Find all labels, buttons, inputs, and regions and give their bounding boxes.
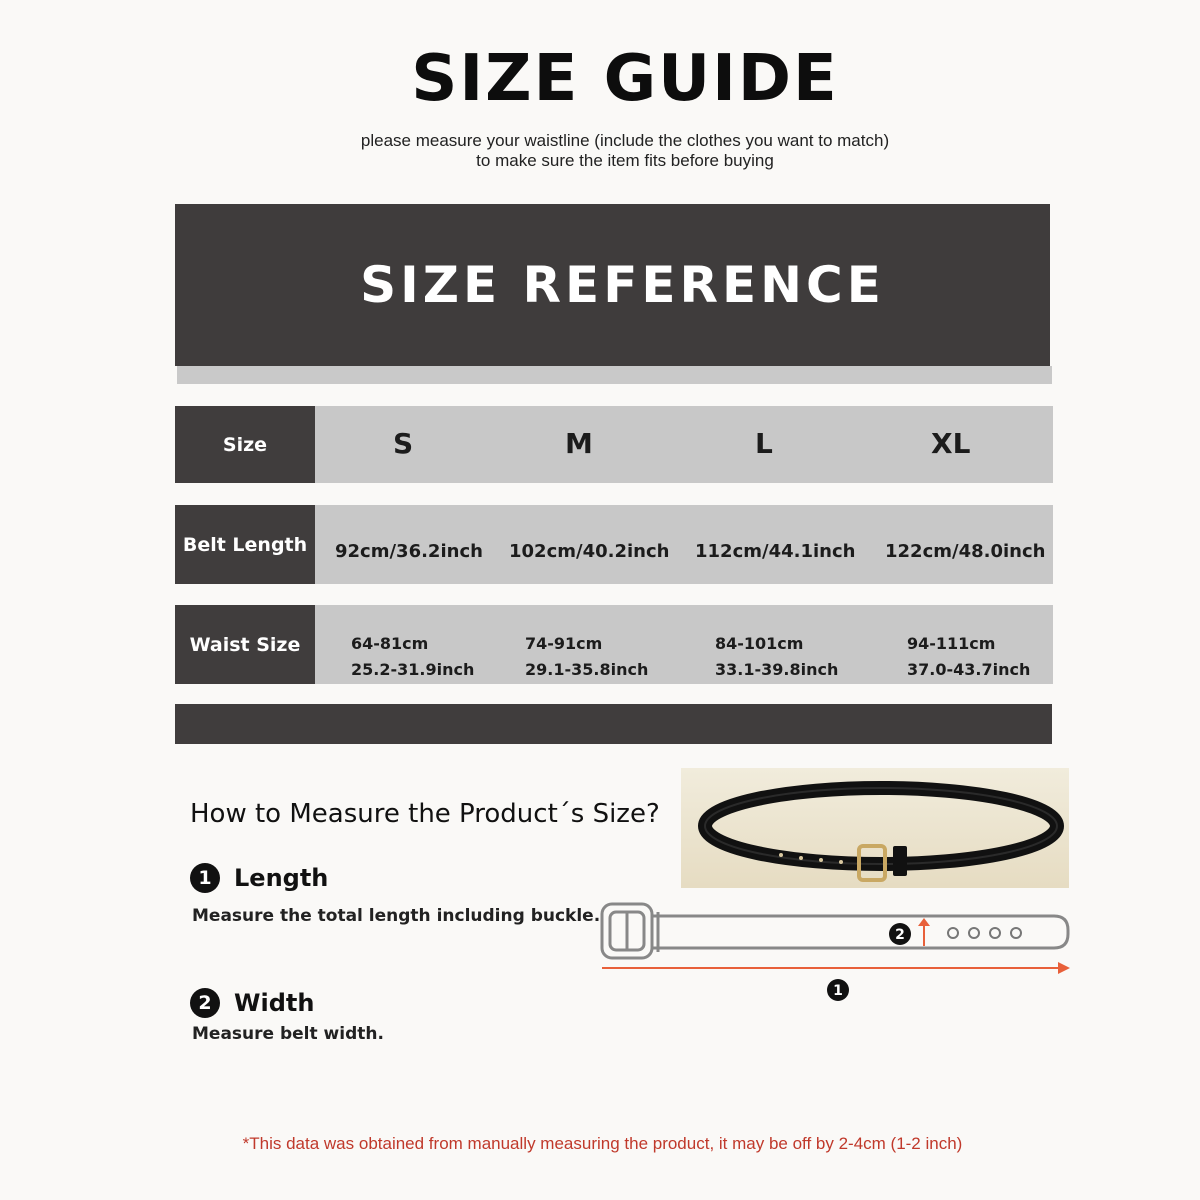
step-length [190,863,328,893]
size-m: M [565,427,593,460]
svg-text:1: 1 [833,983,843,999]
size-s: S [393,427,414,460]
disclaimer-footnote: *This data was obtained from manually measuring the product, it may be off by 2-4cm (1-2 inch) [242,1134,963,1153]
belt-length-xl: 122cm/48.0inch [885,541,1046,562]
banner-shadow [177,366,1052,384]
size-reference-banner [175,204,1050,366]
page-title: SIZE GUIDE [411,42,839,116]
size-label: Size [175,406,315,483]
belt-photo [681,768,1069,888]
svg-text:2: 2 [895,927,905,943]
waist-inch: 37.0-43.7inch [907,660,1031,679]
marker-2 [889,923,911,945]
size-xl: XL [931,427,971,460]
step-width-desc: Measure belt width. [192,1024,384,1044]
step-length-desc: Measure the total length including buckle. [192,906,601,926]
belt-length-label: Belt Length [175,505,315,584]
size-l: L [755,427,773,460]
belt-measurement-diagram [596,898,1076,1013]
waist-inch: 29.1-35.8inch [525,660,649,679]
step-number-1: 1 [190,863,220,893]
waist-size-l [715,631,838,683]
belt-length-l: 112cm/44.1inch [695,541,856,562]
step-width [190,988,314,1018]
waist-size-row [175,605,1053,684]
belt-length-s: 92cm/36.2inch [335,541,483,562]
step-width-label: Width [234,989,315,1017]
belt-photo-image [681,768,1069,888]
belt-length-m: 102cm/40.2inch [509,541,670,562]
waist-inch: 33.1-39.8inch [715,660,839,679]
step-number-2: 2 [190,988,220,1018]
table-bottom-bar [175,704,1052,744]
size-reference-title: SIZE REFERENCE [360,256,885,314]
waist-size-label: Waist Size [175,605,315,684]
waist-cm: 64-81cm [351,634,429,653]
marker-1 [827,979,849,1001]
size-row [175,406,1053,483]
waist-size-m [525,631,648,683]
step-length-label: Length [234,864,329,892]
how-to-measure-title: How to Measure the Product´s Size? [190,799,660,829]
waist-size-s [351,631,474,683]
waist-size-xl [907,631,1030,683]
subtitle-line-1: please measure your waistline (include the clothes you want to match) [360,131,890,150]
waist-inch: 25.2-31.9inch [351,660,475,679]
waist-cm: 74-91cm [525,634,603,653]
belt-length-row [175,505,1053,584]
subtitle-line-2: to make sure the item fits before buying [476,151,774,170]
waist-cm: 94-111cm [907,634,996,653]
waist-cm: 84-101cm [715,634,804,653]
